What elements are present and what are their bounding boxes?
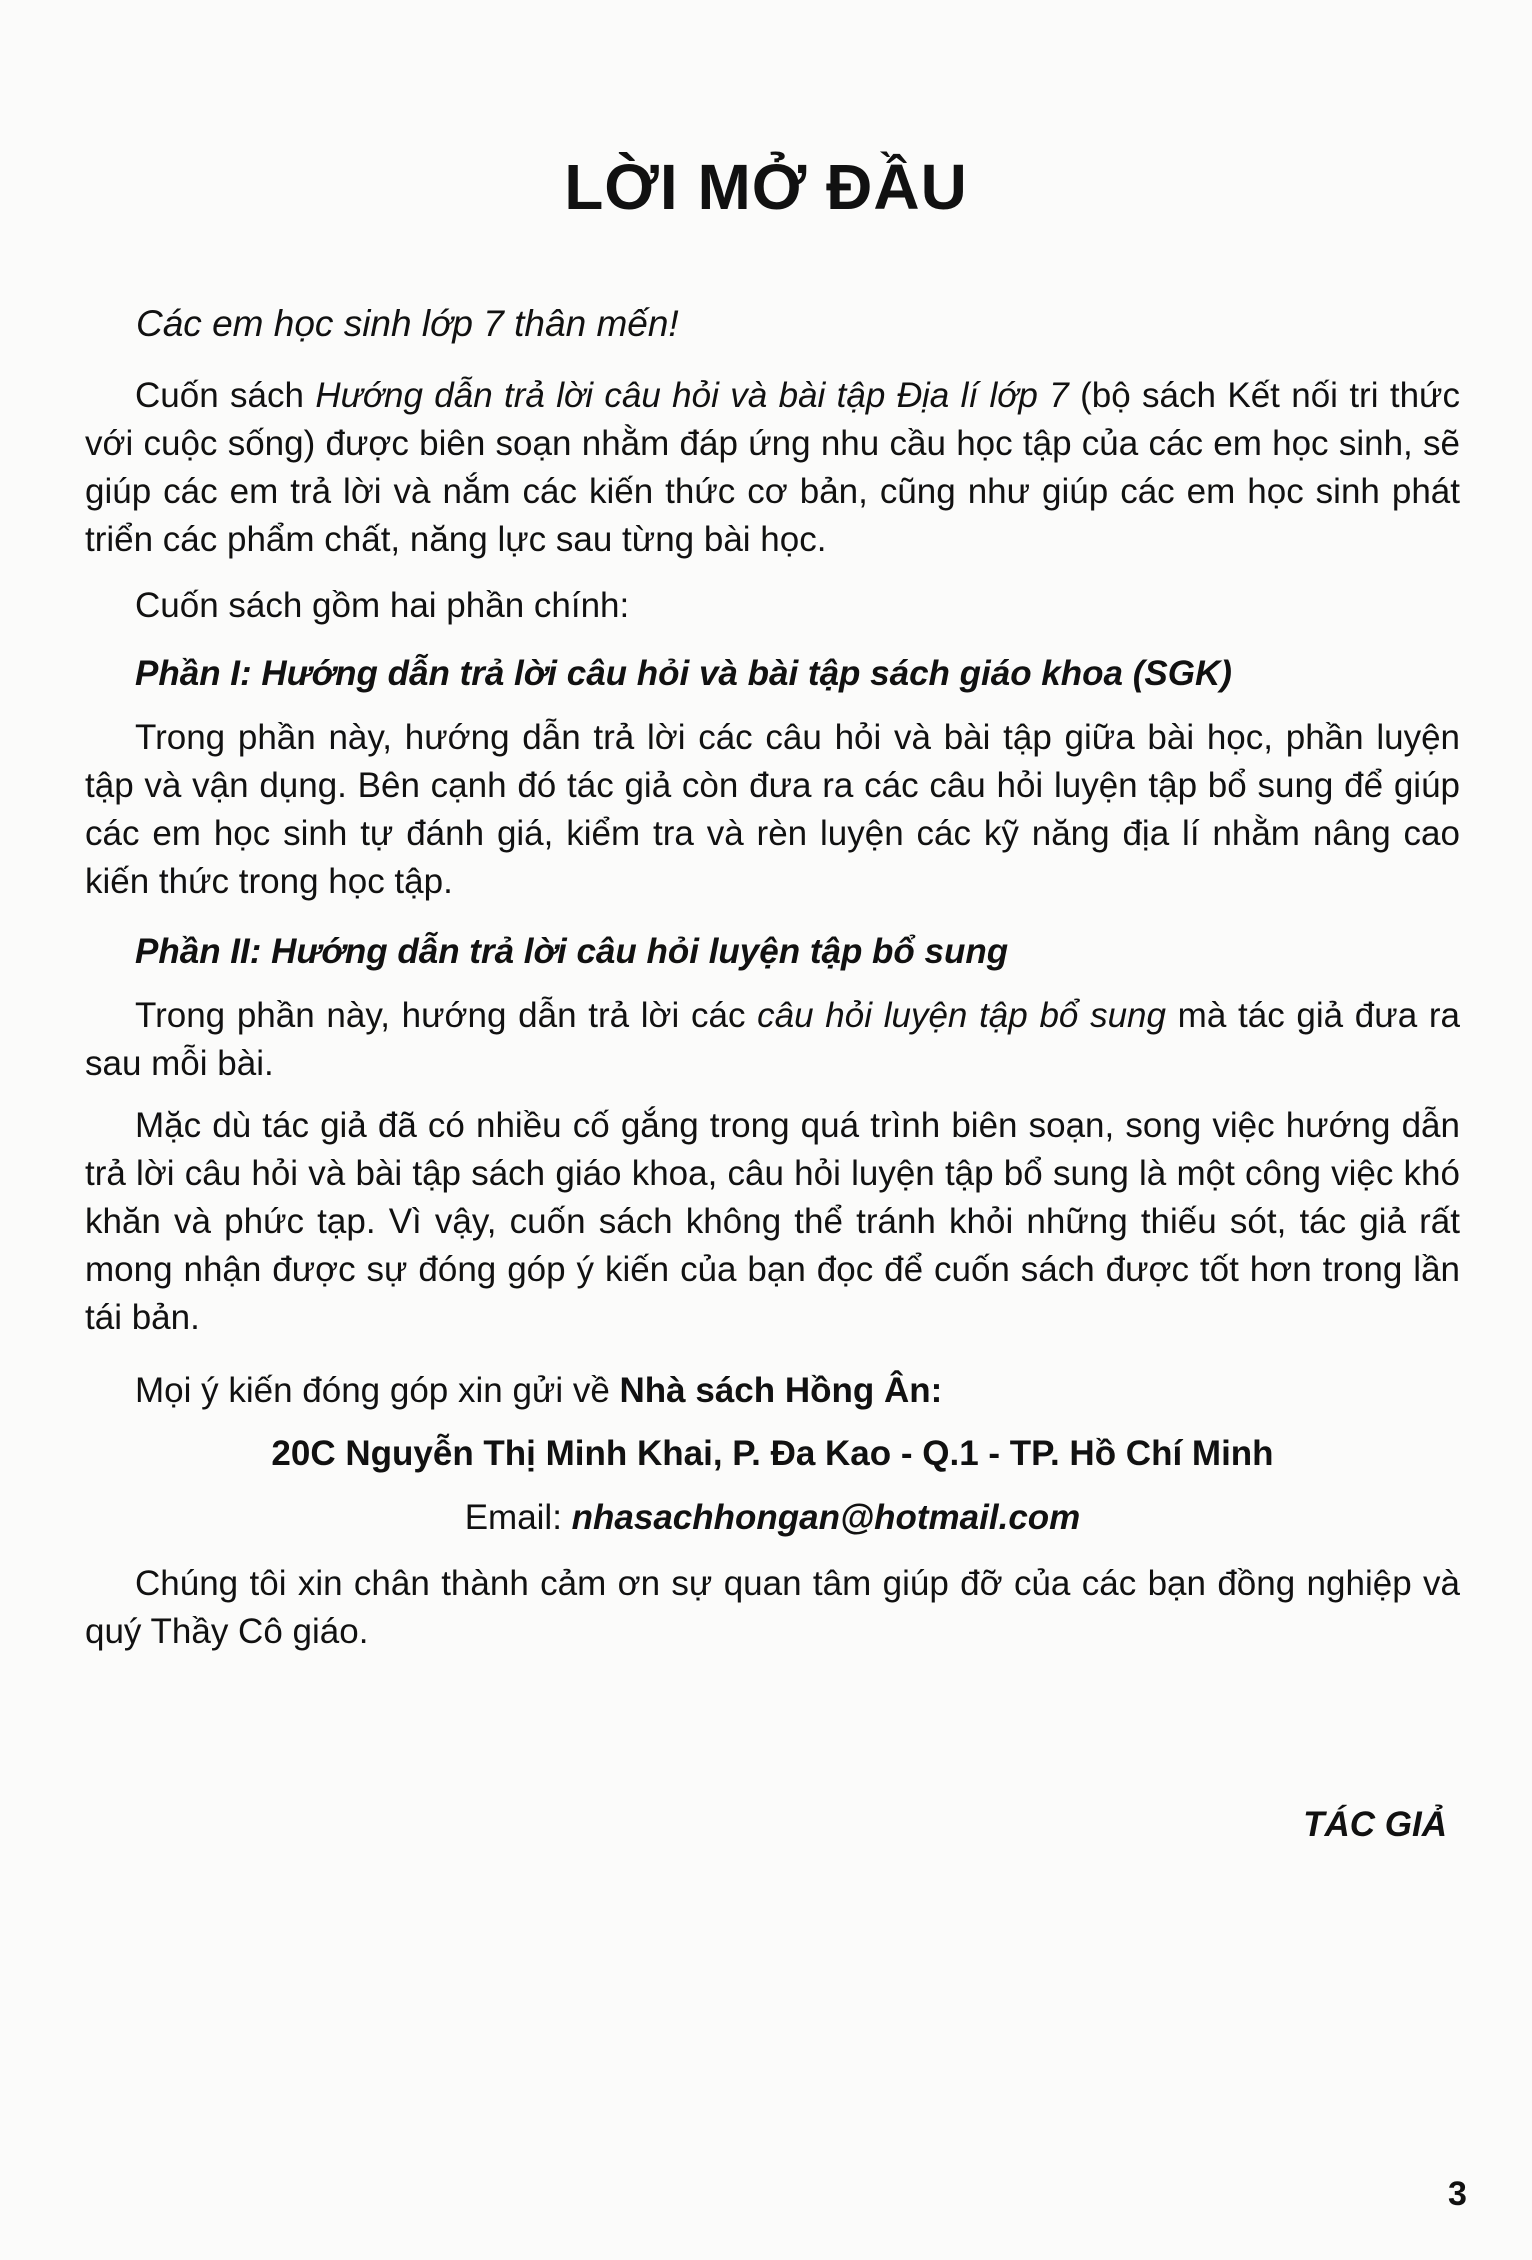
- contact-intro-text: Mọi ý kiến đóng góp xin gửi về: [135, 1371, 620, 1410]
- page-number: 3: [1448, 2175, 1467, 2213]
- email-line: [85, 1494, 1460, 1542]
- greeting: Các em học sinh lớp 7 thân mến!: [136, 303, 679, 344]
- part2-heading: Phần II: Hướng dẫn trả lời câu hỏi luyện tập bổ sung: [135, 932, 1009, 971]
- email-address: nhasachhongan@hotmail.com: [571, 1498, 1081, 1537]
- part2-text-a: Trong phần này, hướng dẫn trả lời các: [135, 996, 758, 1035]
- intro-paragraph: [85, 372, 1460, 564]
- page-title: LỜI MỞ ĐẦU: [564, 151, 968, 223]
- structure-paragraph: Cuốn sách gồm hai phần chính:: [135, 586, 630, 625]
- publisher-name: Nhà sách Hồng Ân:: [619, 1371, 943, 1410]
- contact-intro: [85, 1367, 1460, 1415]
- part1-text: Trong phần này, hướng dẫn trả lời các câu hỏi và bài tập giữa bài học, phần luyện tập và vận dụng. Bên cạnh đó tác giả còn đưa ra các câu hỏi luyện tập bổ sung để giúp các em học sinh tự đánh giá, kiểm tra và rèn luyện các kỹ năng địa lí nhằm nâng cao kiến thức trong học tập.: [85, 718, 1460, 901]
- disclaimer-paragraph: Mặc dù tác giả đã có nhiều cố gắng trong quá trình biên soạn, song việc hướng dẫn trả lời câu hỏi và bài tập sách giáo khoa, câu hỏi luyện tập bổ sung là một công việc khó khăn và phức tạp. Vì vậy, cuốn sách không thể tránh khỏi những thiếu sót, tác giả rất mong nhận được sự đóng góp ý kiến của bạn đọc để cuốn sách được tốt hơn trong lần tái bản.: [85, 1106, 1460, 1337]
- publisher-address: 20C Nguyễn Thị Minh Khai, P. Đa Kao - Q.1 - TP. Hồ Chí Minh: [271, 1434, 1274, 1473]
- part1-heading: Phần I: Hướng dẫn trả lời câu hỏi và bài tập sách giáo khoa (SGK): [135, 654, 1232, 693]
- email-label: Email:: [464, 1498, 572, 1537]
- intro-text-a: Cuốn sách: [135, 376, 316, 415]
- thanks-paragraph: Chúng tôi xin chân thành cảm ơn sự quan tâm giúp đỡ của các bạn đồng nghiệp và quý Thầy Cô giáo.: [85, 1564, 1460, 1651]
- intro-text-b: (bộ sách Kết nối tri thức với cuộc sống) được biên soạn nhằm đáp ứng nhu cầu học tập của các em học sinh, sẽ giúp các em trả lời và nắm các kiến thức cơ bản, cũng như giúp các em học sinh phát triển các phẩm chất, năng lực sau từng bài học.: [85, 376, 1460, 559]
- book-title: Hướng dẫn trả lời câu hỏi và bài tập Địa lí lớp 7: [315, 376, 1069, 415]
- part2-text: [85, 992, 1460, 1088]
- part2-emphasis: câu hỏi luyện tập bổ sung: [757, 996, 1166, 1035]
- author-signature: TÁC GIẢ: [1303, 1805, 1447, 1844]
- part2-text-b: mà tác giả đưa ra sau mỗi bài.: [85, 996, 1460, 1083]
